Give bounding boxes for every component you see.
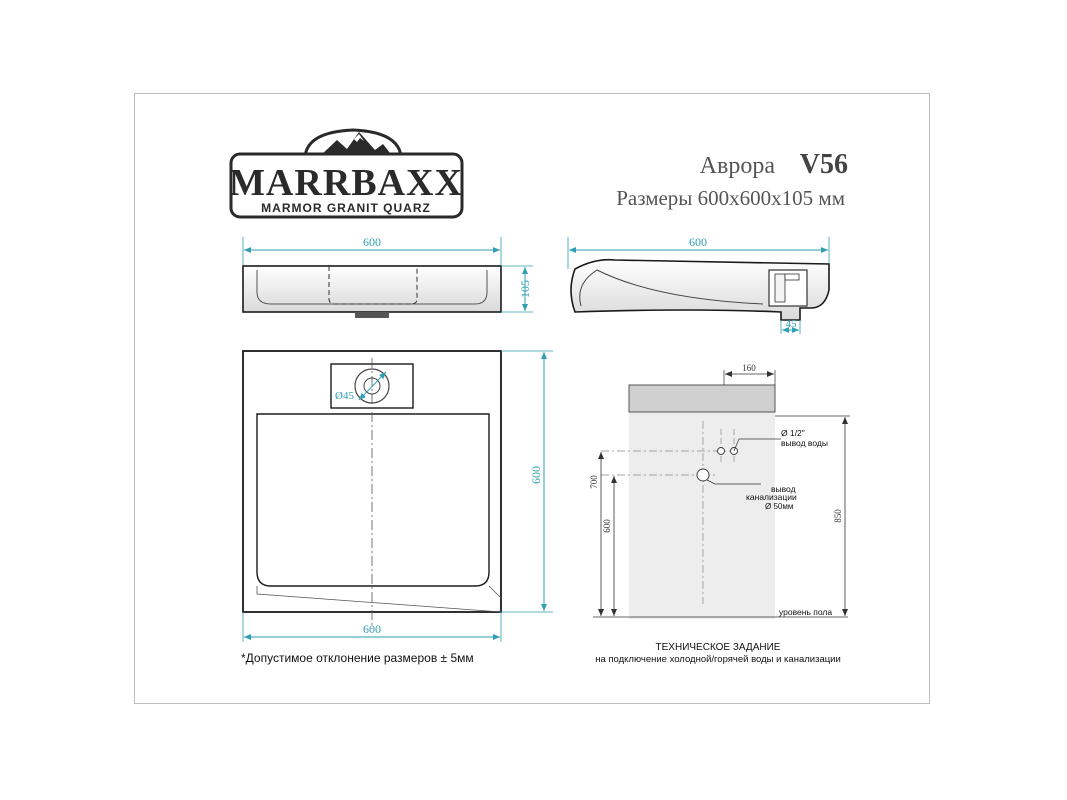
side-view	[568, 235, 829, 334]
logo-tagline: MARMOR GRANIT QUARZ	[261, 201, 431, 215]
water-label-diameter: Ø 1/2"	[781, 428, 805, 438]
logo-brand-text: MARRBAXX	[229, 162, 463, 204]
front-height-label: 105	[518, 280, 532, 298]
top-width-label: 600	[363, 622, 381, 636]
water-outlet-left	[718, 448, 725, 455]
installation-diagram	[589, 363, 850, 665]
spec-caption-subtitle: на подключение холодной/горячей воды и канализации	[595, 654, 841, 665]
brand-logo	[229, 130, 463, 217]
water-label-text: вывод воды	[781, 438, 828, 448]
side-offset-label: 45	[785, 318, 797, 330]
hole-diameter-label: Ø45	[335, 390, 354, 402]
height-850-label: 850	[833, 509, 843, 523]
top-view	[243, 351, 553, 642]
drain-label-2: канализации	[746, 492, 797, 502]
drain-label-1: вывод	[771, 484, 796, 494]
drain-outlet-wall	[697, 469, 709, 481]
front-outline	[243, 266, 501, 312]
spec-caption-title: ТЕХНИЧЕСКОЕ ЗАДАНИЕ	[655, 642, 781, 653]
front-width-label: 600	[363, 235, 381, 249]
side-width-label: 600	[689, 235, 707, 249]
technical-drawing	[135, 94, 931, 705]
drain-outlet	[355, 312, 389, 318]
basin-slab	[629, 385, 775, 412]
install-offset-label: 160	[742, 363, 756, 373]
height-600-label: 600	[602, 519, 612, 533]
front-view	[243, 235, 533, 318]
dimensions-title: Размеры 600х600х105 мм	[616, 186, 845, 210]
drain-label-3: Ø 50мм	[765, 502, 794, 511]
model-code: V56	[799, 149, 848, 180]
floor-level-label: уровень пола	[779, 607, 833, 617]
model-name: Аврора	[699, 153, 775, 179]
tolerance-note: *Допустимое отклонение размеров ± 5мм	[241, 651, 474, 665]
drawing-sheet	[134, 93, 930, 704]
wall-area	[629, 412, 775, 619]
basin-bowl	[257, 414, 489, 586]
height-700-label: 700	[589, 475, 599, 489]
top-depth-label: 600	[529, 466, 543, 484]
